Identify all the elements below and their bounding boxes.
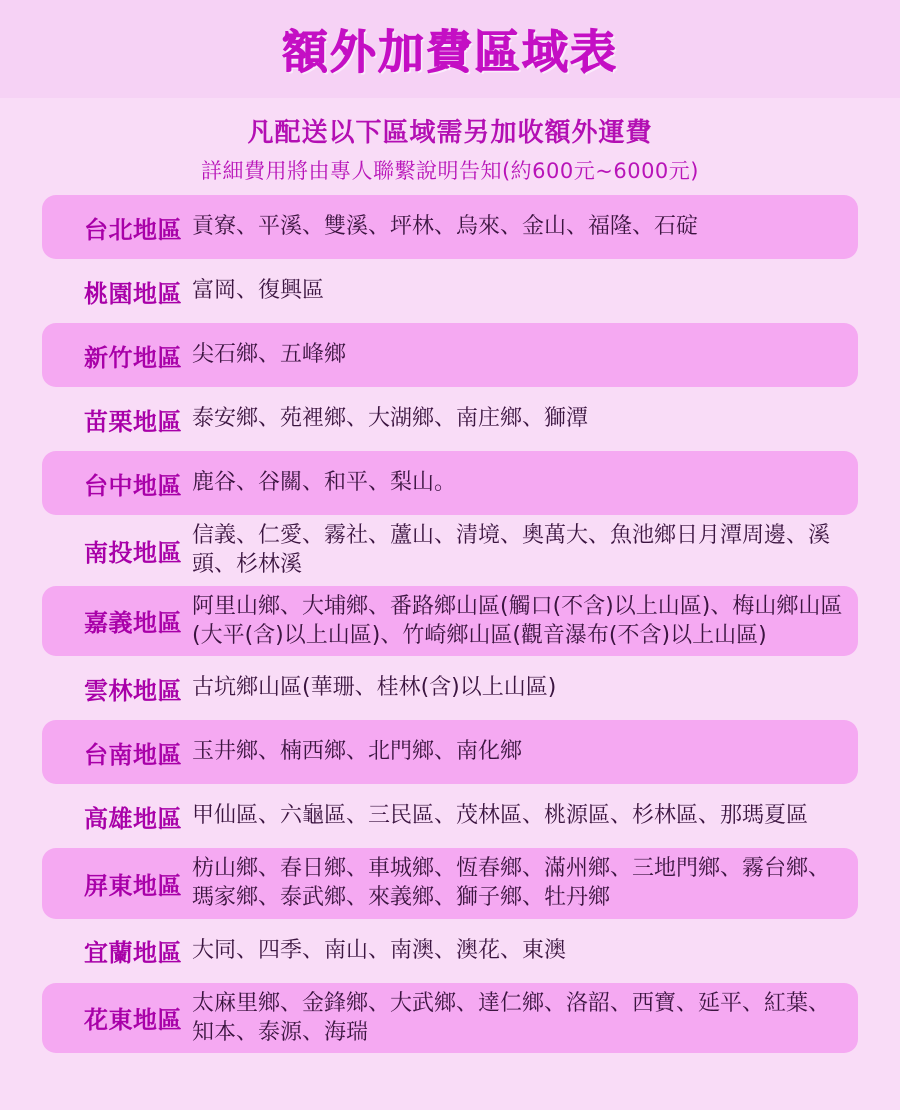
- table-row: [42, 919, 858, 983]
- region-areas: 尖石鄉、五峰鄉: [192, 342, 347, 368]
- region-label: 宜蘭地區: [84, 939, 182, 967]
- page-title: 額外加費區域表: [282, 25, 618, 79]
- region-label: 雲林地區: [84, 676, 182, 705]
- table-row: [42, 586, 858, 657]
- region-areas: 大同、四季、南山、南澳、澳花、東澳: [192, 937, 567, 963]
- table-row: [42, 259, 858, 323]
- table-row: [42, 720, 858, 784]
- region-label: 台北地區: [84, 215, 182, 244]
- region-label: 花東地區: [84, 1006, 182, 1035]
- region-areas: 古坑鄉山區(華珊、桂林(含)以上山區): [192, 675, 557, 701]
- region-areas: 甲仙區、六龜區、三民區、茂林區、桃源區、杉林區、那瑪夏區: [192, 803, 809, 829]
- region-areas: 鹿谷、谷關、和平、梨山。: [192, 470, 457, 496]
- title-bar: [0, 0, 900, 98]
- region-label: 屏東地區: [84, 871, 182, 900]
- region-areas: 富岡、復興區: [192, 278, 325, 304]
- table-row: [42, 515, 858, 586]
- region-label: 嘉義地區: [84, 609, 182, 638]
- region-label: 苗栗地區: [84, 407, 182, 436]
- subtitle-main: 凡配送以下區域需另加收額外運費: [247, 118, 653, 148]
- region-label: 台南地區: [84, 740, 182, 769]
- table-row: [42, 784, 858, 848]
- subtitle-sub: 詳細費用將由專人聯繫說明告知(約600元~6000元): [200, 159, 699, 183]
- region-label: 桃園地區: [84, 279, 182, 308]
- area-list: [0, 195, 900, 1053]
- table-row: [42, 387, 858, 451]
- table-row: [42, 656, 858, 720]
- region-areas: 阿里山鄉、大埔鄉、番路鄉山區(觸口(不含)以上山區)、梅山鄉山區(大平(含)以上山區)、竹崎鄉山區(觀音瀑布(不含)以上山區): [192, 593, 843, 648]
- table-row: [42, 451, 858, 515]
- table-row: [42, 848, 858, 919]
- region-areas: 貢寮、平溪、雙溪、坪林、烏來、金山、福隆、石碇: [192, 214, 699, 240]
- region-label: 高雄地區: [84, 804, 182, 833]
- table-row: [42, 323, 858, 387]
- table-row: [42, 983, 858, 1054]
- region-label: 南投地區: [84, 538, 182, 567]
- subtitle-block: [0, 98, 900, 195]
- region-areas: 枋山鄉、春日鄉、車城鄉、恆春鄉、滿州鄉、三地門鄉、霧台鄉、瑪家鄉、泰武鄉、來義鄉、獅子鄉、牡丹鄉: [192, 856, 831, 911]
- region-areas: 泰安鄉、苑裡鄉、大湖鄉、南庄鄉、獅潭: [192, 406, 589, 432]
- region-areas: 信義、仁愛、霧社、蘆山、清境、奧萬大、魚池鄉日月潭周邊、溪頭、杉林溪: [192, 523, 831, 578]
- region-label: 新竹地區: [84, 343, 182, 372]
- region-areas: 太麻里鄉、金鋒鄉、大武鄉、達仁鄉、洛韶、西寶、延平、紅葉、知本、泰源、海瑞: [192, 990, 831, 1045]
- region-label: 台中地區: [84, 471, 182, 500]
- region-areas: 玉井鄉、楠西鄉、北門鄉、南化鄉: [192, 739, 523, 765]
- table-row: [42, 195, 858, 259]
